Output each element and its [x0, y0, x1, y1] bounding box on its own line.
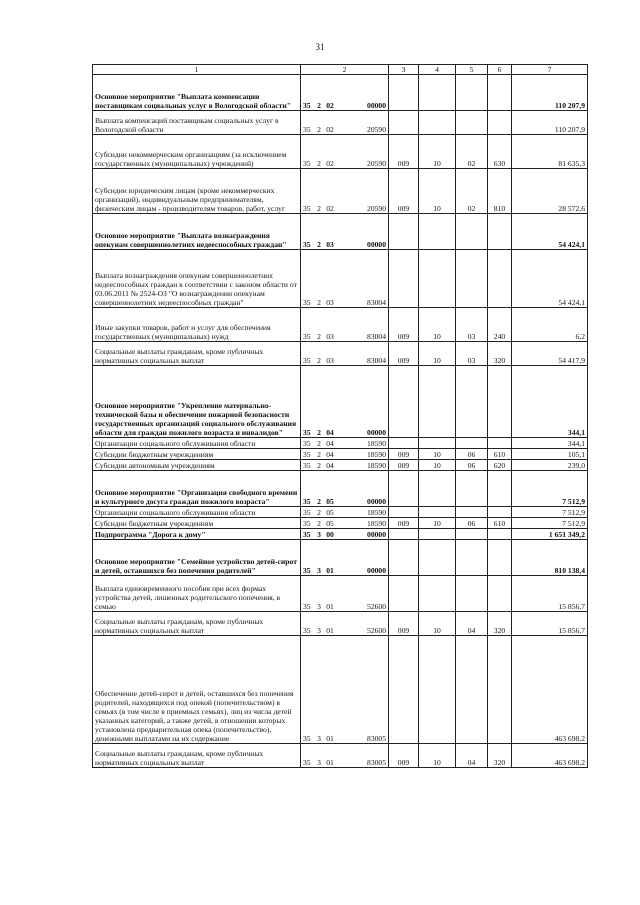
- row-col4-cell: [419, 111, 456, 135]
- budget-table: [92, 64, 588, 768]
- row-sum-cell: 463 698,2: [512, 636, 588, 744]
- code-direction: 20590: [367, 159, 386, 168]
- row-col3-cell: [389, 636, 419, 744]
- code-subprogram: 2: [317, 101, 321, 110]
- header-col-5: 5: [456, 65, 488, 75]
- code-measure: 02: [326, 159, 334, 168]
- code-measure: 03: [326, 240, 334, 249]
- row-col5-cell: 03: [456, 342, 488, 366]
- code-program: 35: [303, 519, 311, 528]
- code-subprogram: 2: [317, 519, 321, 528]
- row-code-cell: [301, 342, 389, 366]
- code-measure: 02: [326, 204, 334, 213]
- code-program: 35: [303, 428, 311, 437]
- code-program: 35: [303, 626, 311, 635]
- row-col4-cell: 10: [419, 308, 456, 342]
- code-direction: 18590: [367, 508, 386, 517]
- code-direction: 00000: [367, 566, 386, 575]
- row-col4-cell: [419, 438, 456, 449]
- code-measure: 01: [326, 566, 334, 575]
- code-subprogram: 3: [317, 734, 321, 743]
- row-col6-cell: 810: [488, 169, 512, 214]
- code-subprogram: 2: [317, 356, 321, 365]
- row-col5-cell: 02: [456, 169, 488, 214]
- row-name-cell: Выплата вознаграждения опекунам совершеннолетних недееспособных граждан в соответствии с законом области от 03.06.2011 № 2524-ОЗ "О вознаграждении опекунам совершеннолетних недееспособных граждан": [93, 250, 301, 308]
- row-col4-cell: 10: [419, 342, 456, 366]
- row-col4-cell: [419, 540, 456, 576]
- code-subprogram: 2: [317, 204, 321, 213]
- code-program: 35: [303, 240, 311, 249]
- row-sum-cell: 810 138,4: [512, 540, 588, 576]
- code-subprogram: 2: [317, 428, 321, 437]
- code-program: 35: [303, 734, 311, 743]
- row-sum-cell: 1 651 349,2: [512, 529, 588, 540]
- row-col3-cell: [389, 507, 419, 518]
- code-measure: 02: [326, 101, 334, 110]
- code-subprogram: 3: [317, 602, 321, 611]
- row-col6-cell: 620: [488, 460, 512, 471]
- row-col3-cell: 009: [389, 460, 419, 471]
- row-col5-cell: 02: [456, 135, 488, 169]
- row-col6-cell: [488, 507, 512, 518]
- code-direction: 18590: [367, 450, 386, 459]
- code-direction: 52600: [367, 602, 386, 611]
- code-program: 35: [303, 530, 311, 539]
- code-subprogram: 2: [317, 497, 321, 506]
- row-col6-cell: 240: [488, 308, 512, 342]
- code-program: 35: [303, 101, 311, 110]
- row-code-cell: [301, 438, 389, 449]
- code-direction: 00000: [367, 530, 386, 539]
- code-direction: 00000: [367, 428, 386, 437]
- row-name-cell: Обеспечение детей-сирот и детей, оставшихся без попечения родителей, находящихся под опекой (попечительством) в семьях (в том числе в приемных семьях), лиц из числа детей указанных категорий, а также детей, в отношении которых установлена предварительная опека (попечительство), денежными выплатами на их содержание: [93, 636, 301, 744]
- code-direction: 83005: [367, 734, 386, 743]
- code-direction: 18590: [367, 439, 386, 448]
- row-col3-cell: [389, 250, 419, 308]
- code-measure: 00: [326, 530, 334, 539]
- row-col5-cell: 06: [456, 460, 488, 471]
- code-measure: 05: [326, 508, 334, 517]
- row-sum-cell: 239,0: [512, 460, 588, 471]
- row-sum-cell: 81 635,3: [512, 135, 588, 169]
- row-col3-cell: [389, 540, 419, 576]
- code-program: 35: [303, 758, 311, 767]
- row-col3-cell: 009: [389, 518, 419, 529]
- row-col6-cell: [488, 111, 512, 135]
- row-sum-cell: 7 512,9: [512, 518, 588, 529]
- code-measure: 01: [326, 734, 334, 743]
- row-col5-cell: [456, 250, 488, 308]
- row-code-cell: [301, 612, 389, 636]
- row-name-cell: Социальные выплаты гражданам, кроме публичных нормативных социальных выплат: [93, 342, 301, 366]
- row-code-cell: [301, 576, 389, 612]
- row-col5-cell: [456, 75, 488, 111]
- code-direction: 00000: [367, 497, 386, 506]
- row-col3-cell: [389, 214, 419, 250]
- row-sum-cell: 6,2: [512, 308, 588, 342]
- row-col4-cell: 10: [419, 460, 456, 471]
- table-row: [93, 438, 588, 449]
- row-col6-cell: 610: [488, 449, 512, 460]
- row-col4-cell: 10: [419, 449, 456, 460]
- row-col6-cell: [488, 529, 512, 540]
- code-measure: 03: [326, 356, 334, 365]
- table-row: [93, 507, 588, 518]
- row-code-cell: [301, 75, 389, 111]
- row-col6-cell: 610: [488, 518, 512, 529]
- code-measure: 04: [326, 461, 334, 470]
- row-name-cell: Основное мероприятие "Выплата вознаграждения опекунам совершеннолетних недееспособных граждан": [93, 214, 301, 250]
- row-sum-cell: 105,1: [512, 449, 588, 460]
- code-direction: 18590: [367, 461, 386, 470]
- table-row: [93, 529, 588, 540]
- row-code-cell: [301, 529, 389, 540]
- row-name-cell: Субсидии некоммерческим организациям (за исключением государственных (муниципальных) учреждений): [93, 135, 301, 169]
- code-program: 35: [303, 508, 311, 517]
- row-col5-cell: [456, 636, 488, 744]
- row-col3-cell: [389, 576, 419, 612]
- row-col5-cell: [456, 529, 488, 540]
- row-name-cell: Основное мероприятие "Укрепление материально-технической базы и обеспечение пожарной безопасности государственных организаций социального обслуживания области для граждан пожилого возраста и инвалидов": [93, 366, 301, 438]
- table-row: [93, 612, 588, 636]
- code-program: 35: [303, 497, 311, 506]
- table-row: [93, 135, 588, 169]
- code-measure: 03: [326, 298, 334, 307]
- row-col6-cell: [488, 636, 512, 744]
- code-direction: 52600: [367, 626, 386, 635]
- row-sum-cell: 15 856,7: [512, 576, 588, 612]
- code-program: 35: [303, 439, 311, 448]
- code-subprogram: 2: [317, 508, 321, 517]
- header-col-7: 7: [512, 65, 588, 75]
- row-code-cell: [301, 366, 389, 438]
- row-col3-cell: [389, 471, 419, 507]
- table-row: [93, 636, 588, 744]
- code-program: 35: [303, 204, 311, 213]
- row-col5-cell: [456, 366, 488, 438]
- row-code-cell: [301, 169, 389, 214]
- table-row: [93, 449, 588, 460]
- row-col4-cell: 10: [419, 135, 456, 169]
- row-col5-cell: [456, 471, 488, 507]
- row-code-cell: [301, 518, 389, 529]
- row-col3-cell: [389, 529, 419, 540]
- code-program: 35: [303, 356, 311, 365]
- code-direction: 83005: [367, 758, 386, 767]
- row-sum-cell: 344,1: [512, 366, 588, 438]
- row-code-cell: [301, 214, 389, 250]
- table-row: [93, 744, 588, 768]
- row-col6-cell: [488, 576, 512, 612]
- row-sum-cell: 7 512,9: [512, 471, 588, 507]
- row-code-cell: [301, 135, 389, 169]
- code-subprogram: 3: [317, 530, 321, 539]
- table-header-row: [93, 65, 588, 75]
- row-col4-cell: [419, 636, 456, 744]
- code-measure: 01: [326, 758, 334, 767]
- header-col-1: 1: [93, 65, 301, 75]
- row-col5-cell: [456, 438, 488, 449]
- row-col4-cell: 10: [419, 518, 456, 529]
- row-col5-cell: [456, 111, 488, 135]
- row-sum-cell: 15 856,7: [512, 612, 588, 636]
- row-col3-cell: 009: [389, 135, 419, 169]
- row-col6-cell: 320: [488, 744, 512, 768]
- row-col5-cell: [456, 507, 488, 518]
- row-col3-cell: [389, 366, 419, 438]
- row-col4-cell: 10: [419, 612, 456, 636]
- row-col5-cell: 03: [456, 308, 488, 342]
- row-col3-cell: 009: [389, 744, 419, 768]
- table-row: [93, 518, 588, 529]
- row-sum-cell: 28 572,6: [512, 169, 588, 214]
- code-measure: 04: [326, 439, 334, 448]
- row-col6-cell: 320: [488, 342, 512, 366]
- row-col4-cell: [419, 576, 456, 612]
- row-col5-cell: [456, 214, 488, 250]
- row-name-cell: Социальные выплаты гражданам, кроме публичных нормативных социальных выплат: [93, 612, 301, 636]
- code-measure: 05: [326, 519, 334, 528]
- row-col3-cell: [389, 111, 419, 135]
- row-col4-cell: [419, 214, 456, 250]
- row-code-cell: [301, 111, 389, 135]
- code-measure: 05: [326, 497, 334, 506]
- row-name-cell: Социальные выплаты гражданам, кроме публичных нормативных социальных выплат: [93, 744, 301, 768]
- header-col-4: 4: [419, 65, 456, 75]
- header-col-6: 6: [488, 65, 512, 75]
- row-col4-cell: [419, 471, 456, 507]
- row-code-cell: [301, 636, 389, 744]
- row-col6-cell: 630: [488, 135, 512, 169]
- row-col3-cell: [389, 75, 419, 111]
- code-subprogram: 3: [317, 566, 321, 575]
- code-program: 35: [303, 461, 311, 470]
- row-code-cell: [301, 460, 389, 471]
- row-col5-cell: [456, 576, 488, 612]
- code-program: 35: [303, 566, 311, 575]
- row-col6-cell: [488, 471, 512, 507]
- row-col3-cell: 009: [389, 308, 419, 342]
- code-subprogram: 3: [317, 758, 321, 767]
- code-measure: 04: [326, 450, 334, 459]
- table-row: [93, 75, 588, 111]
- code-subprogram: 3: [317, 626, 321, 635]
- row-code-cell: [301, 471, 389, 507]
- row-col5-cell: 04: [456, 744, 488, 768]
- code-direction: 83004: [367, 356, 386, 365]
- row-col3-cell: [389, 438, 419, 449]
- code-direction: 20590: [367, 125, 386, 134]
- row-col4-cell: [419, 250, 456, 308]
- row-col3-cell: 009: [389, 612, 419, 636]
- row-sum-cell: 54 417,9: [512, 342, 588, 366]
- row-col3-cell: 009: [389, 342, 419, 366]
- code-measure: 01: [326, 626, 334, 635]
- row-col6-cell: [488, 214, 512, 250]
- code-program: 35: [303, 450, 311, 459]
- code-measure: 03: [326, 332, 334, 341]
- code-measure: 02: [326, 125, 334, 134]
- row-name-cell: Субсидии юридическим лицам (кроме некоммерческих организаций), индивидуальным предпринимателям, физическим лицам - производителям товаров, работ, услуг: [93, 169, 301, 214]
- code-direction: 00000: [367, 240, 386, 249]
- code-measure: 01: [326, 602, 334, 611]
- row-sum-cell: 7 512,9: [512, 507, 588, 518]
- row-code-cell: [301, 308, 389, 342]
- code-direction: 18590: [367, 519, 386, 528]
- row-col6-cell: [488, 250, 512, 308]
- table-row: [93, 471, 588, 507]
- row-col4-cell: [419, 507, 456, 518]
- code-subprogram: 2: [317, 332, 321, 341]
- row-name-cell: Выплата единовременного пособия при всех формах устройства детей, лишенных родительского попечения, в семью: [93, 576, 301, 612]
- table-row: [93, 540, 588, 576]
- header-col-2: 2: [301, 65, 389, 75]
- row-col5-cell: [456, 540, 488, 576]
- row-col6-cell: [488, 366, 512, 438]
- code-measure: 04: [326, 428, 334, 437]
- table-row: [93, 460, 588, 471]
- row-name-cell: Подпрограмма "Дорога к дому": [93, 529, 301, 540]
- row-name-cell: Организации социального обслуживания области: [93, 507, 301, 518]
- code-program: 35: [303, 332, 311, 341]
- code-program: 35: [303, 125, 311, 134]
- table-row: [93, 342, 588, 366]
- row-col5-cell: 04: [456, 612, 488, 636]
- row-col4-cell: [419, 529, 456, 540]
- row-code-cell: [301, 744, 389, 768]
- row-sum-cell: 54 424,1: [512, 214, 588, 250]
- code-program: 35: [303, 159, 311, 168]
- row-name-cell: Основное мероприятие "Организация свободного времени и культурного досуга граждан пожилого возраста": [93, 471, 301, 507]
- code-direction: 83004: [367, 298, 386, 307]
- page-number: 31: [315, 42, 325, 52]
- row-col6-cell: [488, 540, 512, 576]
- code-program: 35: [303, 298, 311, 307]
- row-col6-cell: 320: [488, 612, 512, 636]
- row-col3-cell: 009: [389, 449, 419, 460]
- table-row: [93, 169, 588, 214]
- row-code-cell: [301, 250, 389, 308]
- row-col3-cell: 009: [389, 169, 419, 214]
- row-col5-cell: 06: [456, 518, 488, 529]
- table-row: [93, 576, 588, 612]
- code-direction: 83004: [367, 332, 386, 341]
- row-col4-cell: 10: [419, 169, 456, 214]
- table-row: [93, 214, 588, 250]
- row-col5-cell: 06: [456, 449, 488, 460]
- header-col-3: 3: [389, 65, 419, 75]
- row-code-cell: [301, 449, 389, 460]
- code-direction: 20590: [367, 204, 386, 213]
- code-subprogram: 2: [317, 240, 321, 249]
- row-col6-cell: [488, 438, 512, 449]
- code-subprogram: 2: [317, 298, 321, 307]
- row-code-cell: [301, 540, 389, 576]
- row-sum-cell: 463 698,2: [512, 744, 588, 768]
- row-sum-cell: 110 207,9: [512, 111, 588, 135]
- row-sum-cell: 344,1: [512, 438, 588, 449]
- row-name-cell: Субсидии бюджетным учреждениям: [93, 449, 301, 460]
- code-subprogram: 2: [317, 439, 321, 448]
- row-code-cell: [301, 507, 389, 518]
- row-name-cell: Основное мероприятие "Выплата компенсации поставщикам социальных услуг в Вологодской области": [93, 75, 301, 111]
- code-subprogram: 2: [317, 159, 321, 168]
- row-col4-cell: [419, 75, 456, 111]
- table-row: [93, 250, 588, 308]
- row-sum-cell: 54 424,1: [512, 250, 588, 308]
- table-row: [93, 366, 588, 438]
- table-row: [93, 308, 588, 342]
- code-direction: 00000: [367, 101, 386, 110]
- table-body: [93, 75, 588, 768]
- row-name-cell: Субсидии бюджетным учреждениям: [93, 518, 301, 529]
- row-name-cell: Субсидии автономным учреждениям: [93, 460, 301, 471]
- table-row: [93, 111, 588, 135]
- row-col4-cell: 10: [419, 744, 456, 768]
- row-name-cell: Основное мероприятие "Семейное устройство детей-сирот и детей, оставшихся без попечения родителей": [93, 540, 301, 576]
- row-name-cell: Выплата компенсаций поставщикам социальных услуг в Вологодской области: [93, 111, 301, 135]
- row-sum-cell: 110 207,9: [512, 75, 588, 111]
- code-program: 35: [303, 602, 311, 611]
- row-col4-cell: [419, 366, 456, 438]
- code-subprogram: 2: [317, 125, 321, 134]
- row-col6-cell: [488, 75, 512, 111]
- code-subprogram: 2: [317, 450, 321, 459]
- row-name-cell: Организации социального обслуживания области: [93, 438, 301, 449]
- row-name-cell: Иные закупки товаров, работ и услуг для обеспечения государственных (муниципальных) нужд: [93, 308, 301, 342]
- code-subprogram: 2: [317, 461, 321, 470]
